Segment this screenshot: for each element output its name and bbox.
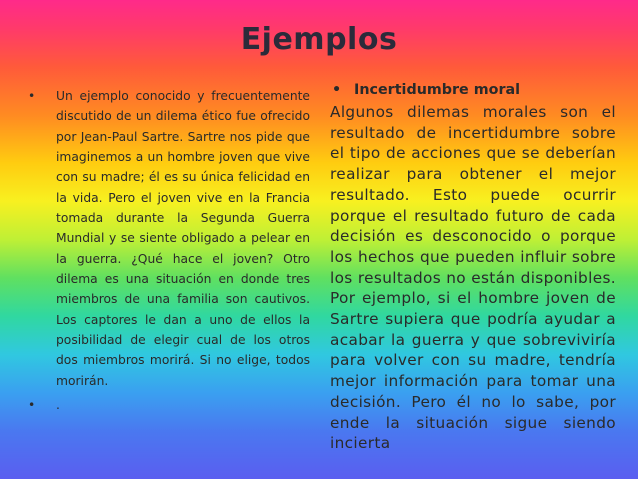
right-heading: Incertidumbre moral [354,82,521,98]
bullet-dot-icon: • [28,89,36,103]
right-column [330,80,616,454]
left-bullet-item-empty [26,395,310,415]
left-column [26,86,310,416]
bullet-dot-icon: • [28,398,36,413]
right-paragraph: Algunos dilemas morales son el resultado de incertidumbre sobre el tipo de acciones que se deberían realizar para obtener el mejor resultado. Esto puede ocurrir porque el resultado futuro de cada decisión es desconocido o porque los hechos que pueden influir sobre los resultados no están disponibles. Por ejemplo, si el hombre joven de Sartre supiera que podría ayudar a acabar la guerra y que sobreviviría para volver con su madre, tendría mejor información para tomar una decisión. Pero él no lo sabe, por ende la situación sigue siendo incierta [330,103,616,453]
left-bullet-text-empty: . [56,398,60,413]
left-bullet-item [26,86,310,391]
left-bullet-text: Un ejemplo conocido y frecuentemente discutido de un dilema ético fue ofrecido por Jean-Paul Sartre. Sartre nos pide que imaginemos a un hombre joven que vive con su madre; él es su única felicidad en la vida. Pero el joven vive en la Francia tomada durante la Segunda Guerra Mundial y se siente obligado a pelear en la guerra. ¿Qué hace el joven? Otro dilema es una situación en donde tres miembros de una familia son cautivos. Los captores le dan a uno de ellos la posibilidad de elegir cual de los otros dos miembros morirá. Si no elige, todos morirán. [56,89,310,388]
right-heading-item [330,80,616,100]
slide-title: Ejemplos [240,22,398,57]
bullet-dot-icon: • [332,82,342,98]
